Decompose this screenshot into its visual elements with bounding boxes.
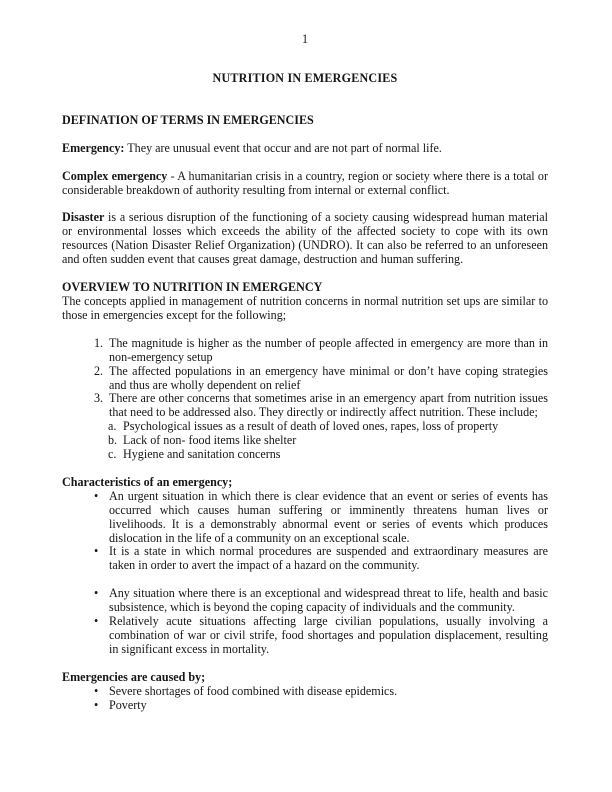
- page-number: 1: [301, 32, 309, 46]
- spacer: [62, 573, 548, 587]
- definition-emergency: [62, 142, 548, 156]
- bullet-item: [62, 545, 548, 573]
- list-item-text: It is a state in which normal procedures are suspended and extraordinary measures are taken in order to avert the impact of a hazard on the community.: [109, 544, 548, 573]
- characteristics-heading: Characteristics of an emergency;: [62, 474, 233, 489]
- numbered-item: [62, 337, 548, 365]
- term-label: Disaster: [62, 210, 105, 225]
- list-item-text: The magnitude is higher as the number of people affected in emergency are more than in non-emergency setup: [109, 335, 548, 364]
- numbered-item: [62, 392, 548, 420]
- list-marker: a.: [108, 419, 117, 434]
- spacer: [62, 462, 548, 476]
- list-marker: c.: [108, 447, 117, 462]
- list-marker: 3.: [94, 391, 104, 406]
- list-item-text: There are other concerns that sometimes arise in an emergency apart from nutrition issues that need to be addressed also. They directly or indirectly affect nutrition. These include;: [109, 391, 548, 420]
- sub-item: [62, 448, 548, 462]
- bullet-item: [62, 587, 548, 615]
- term-label: Emergency:: [62, 140, 125, 155]
- list-marker: 1.: [94, 335, 104, 350]
- bullet-marker: •: [94, 586, 99, 601]
- bullet-item: [62, 615, 548, 657]
- term-label: Complex emergency: [62, 168, 168, 183]
- list-item-text: Psychological issues as a result of death of loved ones, rapes, loss of property: [123, 419, 499, 434]
- list-marker: 2.: [94, 363, 104, 378]
- term-text: - A humanitarian crisis in a country, region or society where there is a total or considerable breakdown of authority resulting from internal or external conflict.: [62, 168, 548, 197]
- bullet-marker: •: [94, 683, 99, 698]
- bullet-marker: •: [94, 697, 99, 712]
- overview-heading: OVERVIEW TO NUTRITION IN EMERGENCY: [62, 280, 323, 295]
- bullet-item: [62, 685, 548, 699]
- numbered-item: [62, 365, 548, 393]
- bullet-item: [62, 699, 548, 713]
- list-item-text: Any situation where there is an exceptional and widespread threat to life, health and basic subsistence, which is beyond the coping capacity of individuals and the community.: [109, 586, 548, 615]
- term-text: They are unusual event that occur and are not part of normal life.: [124, 140, 442, 155]
- list-item-text: Severe shortages of food combined with disease epidemics.: [109, 683, 398, 698]
- overview-intro: The concepts applied in management of nutrition concerns in normal nutrition set ups are similar to those in emergencies except for the following;: [62, 293, 548, 322]
- sub-item: [62, 420, 548, 434]
- list-item-text: Relatively acute situations affecting large civilian populations, usually involving a combination of war or civil strife, food shortages and population displacement, resulting in significant excess in mortality.: [109, 614, 548, 656]
- bullet-marker: •: [94, 488, 99, 503]
- bullet-marker: •: [94, 544, 99, 559]
- document-title: NUTRITION IN EMERGENCIES: [212, 70, 398, 85]
- list-marker: b.: [108, 433, 118, 448]
- term-text: is a serious disruption of the functioning of a society causing widespread human material or environmental losses which exceeds the ability of the affected society to cope with its own resources (Nation Disaster Relief Organization) (UNDRO). It can also be referred to an unforeseen and often sudden event that causes great damage, destruction and human suffering.: [62, 210, 548, 267]
- definition-disaster: [62, 211, 548, 267]
- definition-complex-emergency: [62, 170, 548, 198]
- list-item-text: Lack of non- food items like shelter: [123, 433, 297, 448]
- spacer: [62, 657, 548, 671]
- sub-item: [62, 434, 548, 448]
- causes-heading: Emergencies are caused by;: [62, 669, 206, 684]
- list-item-text: An urgent situation in which there is clear evidence that an event or series of events has occurred which causes human suffering or imminently threatens human lives or livelihoods. It is a demonstrably abnormal event or series of events which produces dislocation in the life of a community on an exceptional scale.: [109, 488, 548, 545]
- list-item-text: The affected populations in an emergency have minimal or don’t have coping strategies and thus are wholly dependent on relief: [109, 363, 548, 392]
- definitions-heading: DEFINATION OF TERMS IN EMERGENCIES: [62, 112, 314, 127]
- list-item-text: Hygiene and sanitation concerns: [123, 447, 281, 462]
- bullet-item: [62, 490, 548, 546]
- bullet-marker: •: [94, 614, 99, 629]
- list-item-text: Poverty: [109, 697, 147, 712]
